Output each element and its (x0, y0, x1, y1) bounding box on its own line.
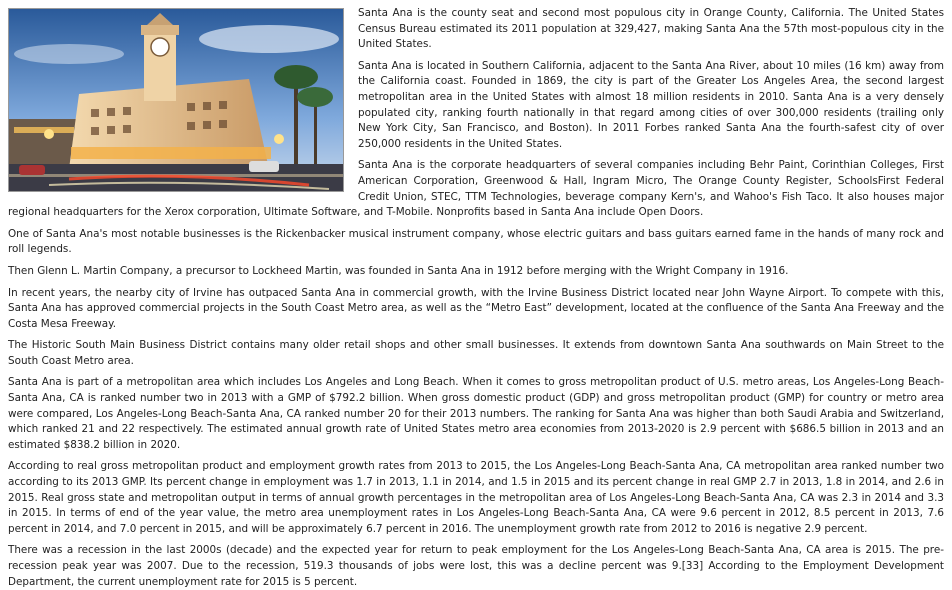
photo-illustration (9, 9, 343, 191)
paragraph-metro-area: Santa Ana is part of a metropolitan area which includes Los Angeles and Long Beach. When it comes to gross metropolitan product of U.S. metro areas, Los Angeles-Long Beach-Santa Ana, CA is ranked number two in 2013 with a GMP of $792.2 billion. When gross domestic product (GDP) and gross metropolitan product (GMP) for country or metro area were compared, Los Angeles-Long Beach-Santa Ana, CA ranked number 20 for their 2013 numbers. The ranking for Santa Ana was higher than both Saudi Arabia and Switzerland, which ranked 21 and 22 respectively. The estimated annual growth rate of United States metro area economies from 2013-2020 is 2.9 percent with $686.5 billion in 2013 and an estimated $838.2 billion in 2020. (8, 376, 944, 451)
paragraph-south-main: The Historic South Main Business District contains many older retail shops and other small businesses. It extends from downtown Santa Ana southwards on Main Street to the South Coast Metro area. (8, 339, 944, 367)
paragraph-location: Santa Ana is located in Southern California, adjacent to the Santa Ana River, about 10 miles (16 km) away from the California coast. Founded in 1869, the city is part of the Greater Los Angeles Area, the second largest metropolitan area in the United States with almost 18 million residents in 2010. Santa Ana is a very densely populated city, ranking fourth nationally in that regard among cities of over 300,000 residents (trailing only New York City, San Francisco, and Boston). In 2011 Forbes ranked Santa Ana the fourth-safest city of over 250,000 residents in the United States. (358, 59, 944, 150)
paragraph-glenn-martin: Then Glenn L. Martin Company, a precursor to Lockheed Martin, was founded in Santa Ana in 1912 before merging with the Wright Company in 1916. (8, 264, 789, 277)
paragraph-growth-rates: According to real gross metropolitan product and employment growth rates from 2013 to 2015, the Los Angeles-Long Beach-Santa Ana, CA metropolitan area ranked number two according to its 2013 GMP. Its percent change in employment was 1.7 in 2013, 1.1 in 2014, and 1.5 in 2015 and its percent change in real GMP 2.7 in 2013, 1.8 in 2014, and 2.6 in 2015. Real gross state and metropolitan output in terms of annual growth percentages in the metropolitan area of Los Angeles-Long Beach-Santa Ana, CA was 2.3 in 2014 and 3.3 in 2015. In terms of end of the year value, the metro area unemployment rates in Los Angeles-Long Beach-Santa Ana, CA were 9.6 percent in 2012, 8.5 percent in 2013, 7.6 percent in 2014, and 7.0 percent in 2015, and will be approximately 6.7 percent in 2016. The unemployment growth rate from 2012 to 2016 is negative 2.9 percent. (8, 460, 944, 535)
paragraph-headquarters: Santa Ana is the corporate headquarters of several companies including Behr Paint, Corinthian Colleges, First American Corporation, Greenwood & Hall, Ingram Micro, The Orange County Register, SchoolsFirst Federal Credit Union, STEC, TTM Technologies, beverage company Kern's, and Wahoo's Fish Taco. It also houses major regional headquarters for the Xerox corporation, Ultimate Software, and T-Mobile. Nonprofits based in Santa Ana include Open Doors. (8, 159, 944, 219)
paragraph-intro: Santa Ana is the county seat and second most populous city in Orange County, California. The United States Census Bureau estimated its 2011 population at 329,427, making Santa Ana the 57th most-populous city in the United States. (358, 7, 944, 51)
santa-ana-clock-tower-photo (8, 8, 344, 192)
paragraph-recession: There was a recession in the last 2000s (decade) and the expected year for return to peak employment for the Los Angeles-Long Beach-Santa Ana, CA area is 2015. The pre-recession peak year was 2007. Due to the recession, 519.3 thousands of jobs were lost, this was a decline percent was 9.[33] According to the Employment Development Department, the current unemployment rate for 2015 is 5 percent. (8, 544, 944, 588)
paragraph-irvine: In recent years, the nearby city of Irvine has outpaced Santa Ana in commercial growth, with the Irvine Business District located near John Wayne Airport. To compete with this, Santa Ana has approved commercial projects in the South Coast Metro area, as well as the “Metro East” development, located at the confluence of the Santa Ana Freeway and the Costa Mesa Freeway. (8, 286, 944, 330)
paragraph-rickenbacker: One of Santa Ana's most notable businesses is the Rickenbacker musical instrument company, whose electric guitars and bass guitars earned fame in the hands of many rock and roll legends. (8, 227, 944, 256)
